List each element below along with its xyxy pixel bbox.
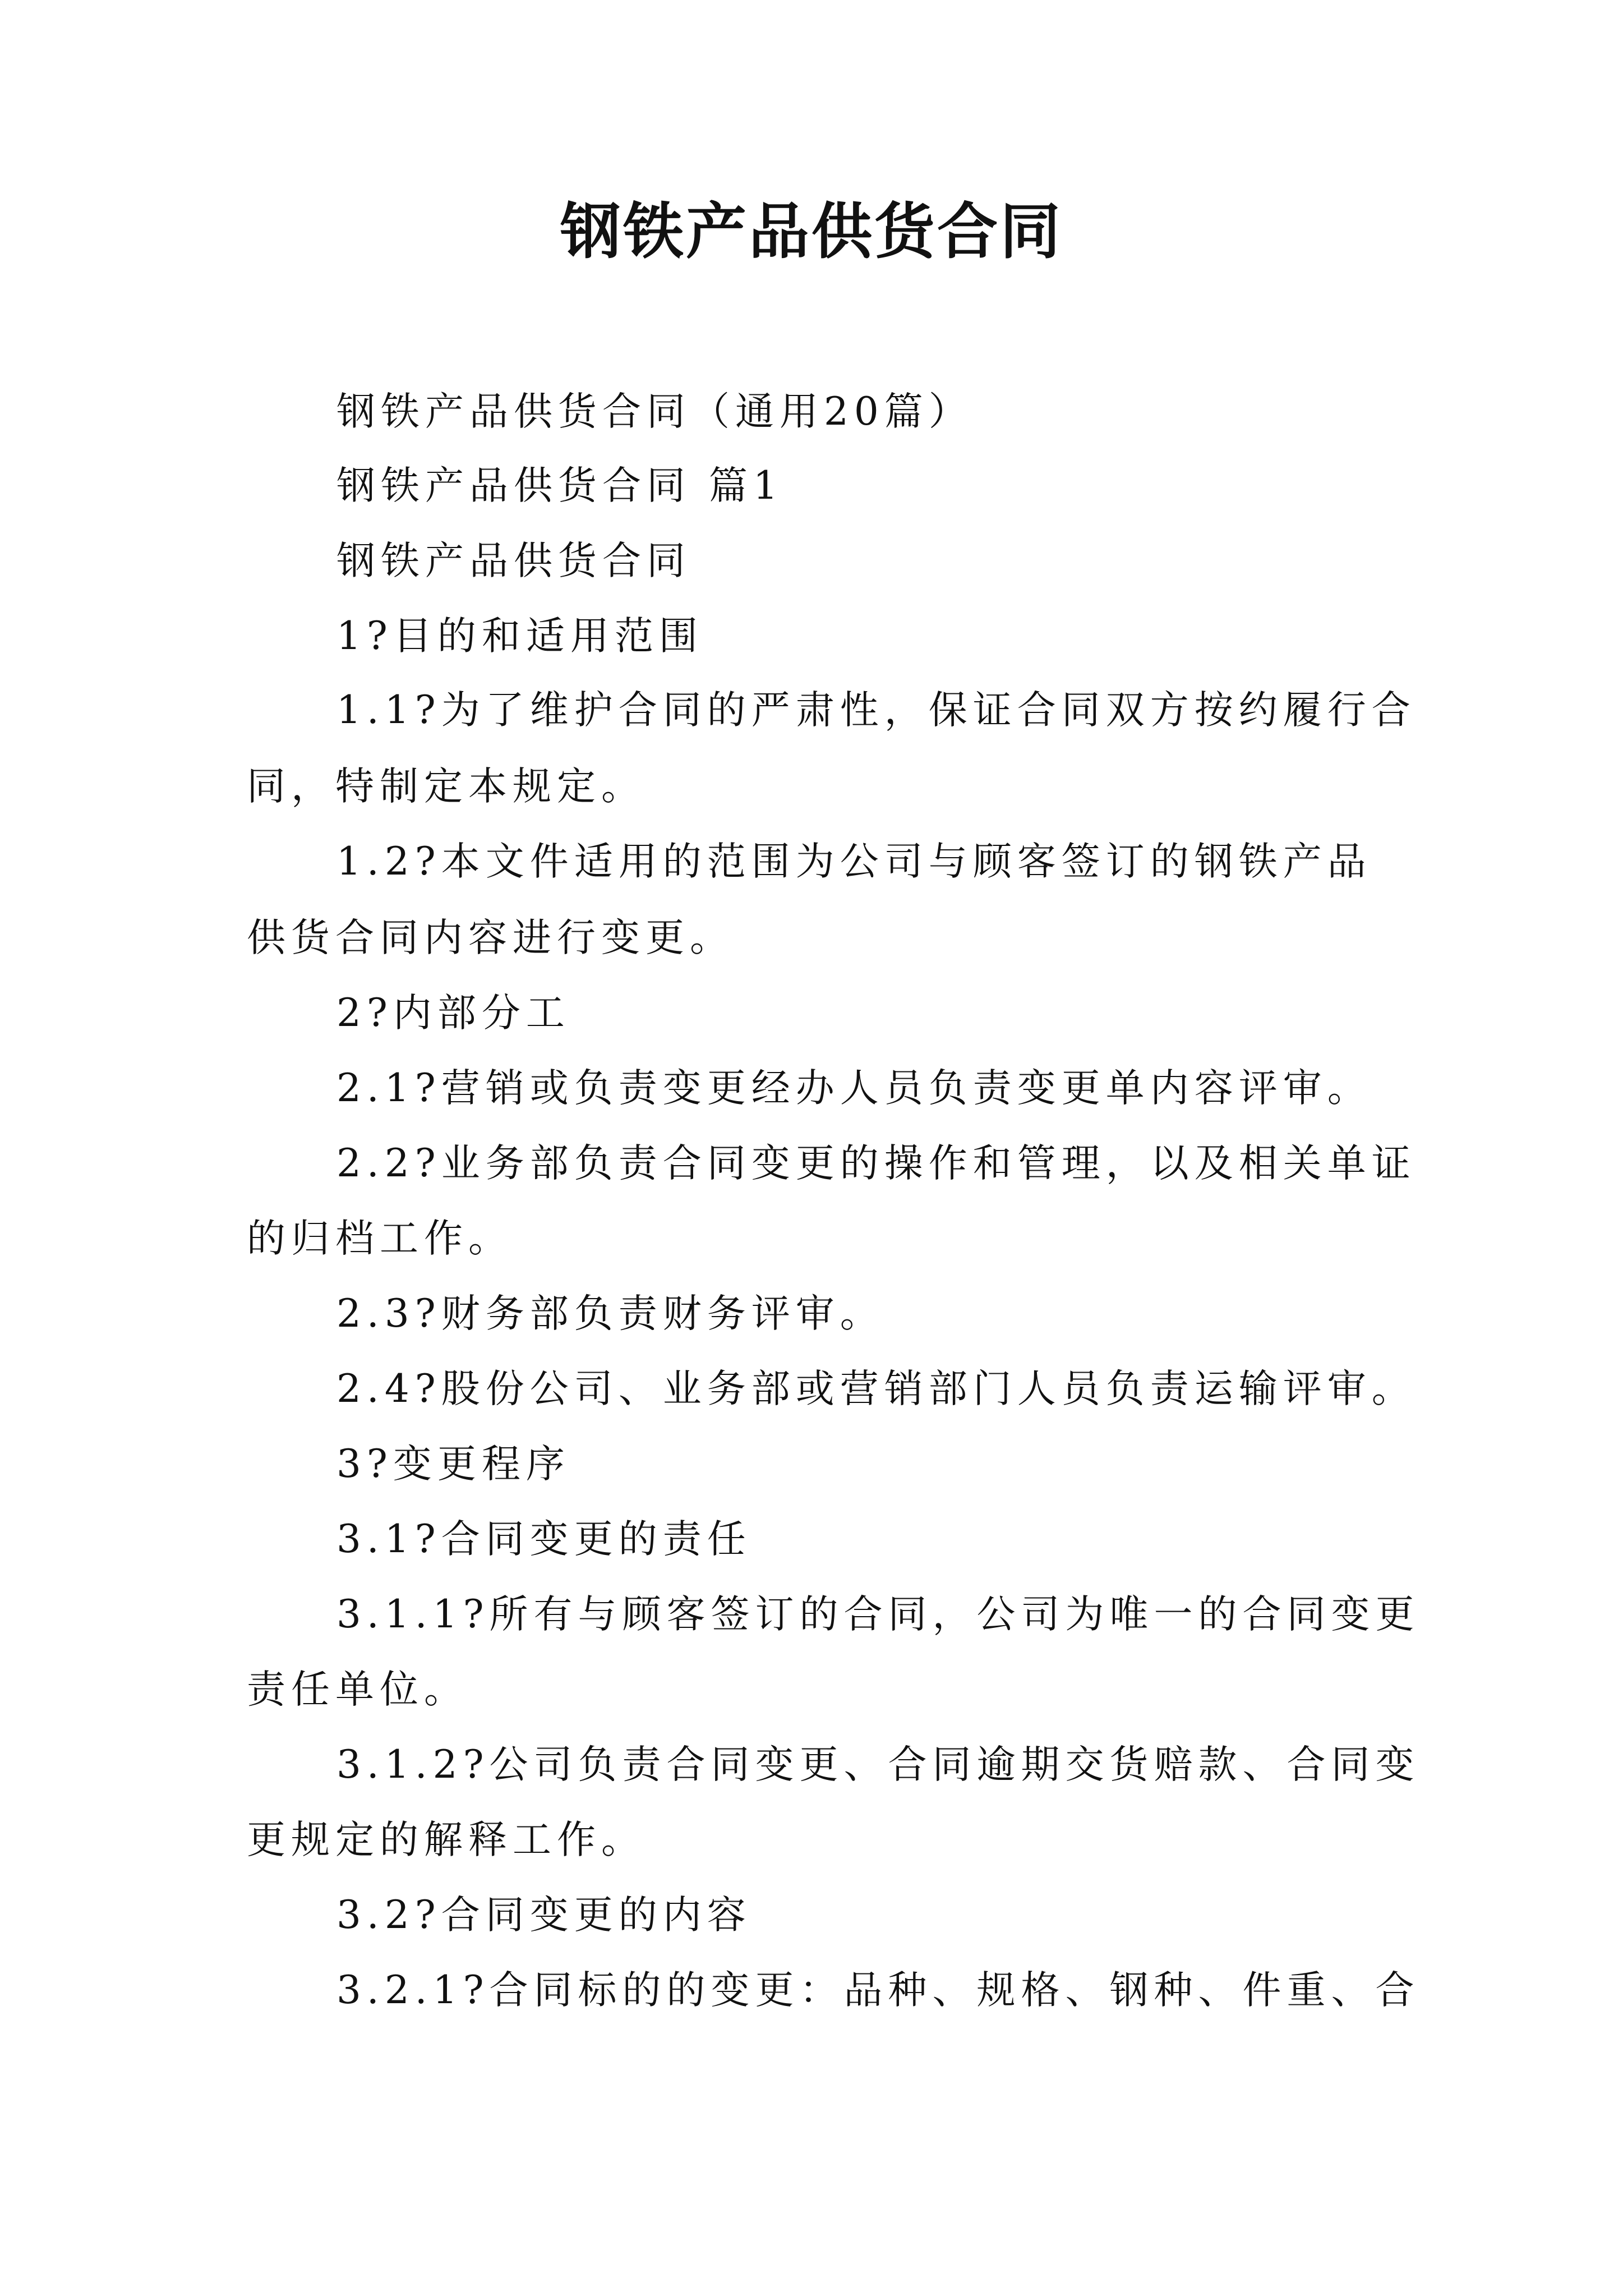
- paragraph-line: 的归档工作。: [247, 1216, 513, 1261]
- paragraph-line: 同，特制定本规定。: [247, 764, 645, 809]
- paragraph-line: 责任单位。: [247, 1667, 468, 1712]
- paragraph-line: 1.1?为了维护合同的严肃性，保证合同双方按约履行合: [336, 688, 1416, 733]
- paragraph-line: 供货合同内容进行变更。: [247, 915, 734, 960]
- paragraph-line: 3.1.1?所有与顾客签订的合同，公司为唯一的合同变更: [336, 1592, 1420, 1637]
- paragraph-line: 2.4?股份公司、业务部或营销部门人员负责运输评审。: [336, 1366, 1416, 1411]
- paragraph-line: 2.2?业务部负责合同变更的操作和管理，以及相关单证: [336, 1141, 1416, 1186]
- paragraph-line: 3?变更程序: [336, 1442, 570, 1487]
- paragraph-line: 2?内部分工: [336, 991, 570, 1036]
- paragraph-line: 钢铁产品供货合同 篇1: [336, 463, 783, 508]
- paragraph-line: 3.2.1?合同标的的变更：品种、规格、钢种、件重、合: [336, 1968, 1420, 2013]
- paragraph-line: 钢铁产品供货合同（通用20篇）: [336, 389, 973, 434]
- paragraph-line: 3.2?合同变更的内容: [336, 1893, 751, 1938]
- paragraph-line: 1?目的和适用范围: [336, 614, 703, 659]
- paragraph-line: 钢铁产品供货合同: [336, 539, 691, 583]
- paragraph-line: 2.3?财务部负责财务评审。: [336, 1291, 884, 1336]
- paragraph-line: 3.1?合同变更的责任: [336, 1517, 751, 1562]
- paragraph-line: 2.1?营销或负责变更经办人员负责变更单内容评审。: [336, 1066, 1372, 1111]
- document-title: 钢铁产品供货合同: [560, 197, 1063, 267]
- paragraph-line: 1.2?本文件适用的范围为公司与顾客签订的钢铁产品: [336, 839, 1372, 884]
- paragraph-line: 更规定的解释工作。: [247, 1818, 645, 1862]
- paragraph-line: 3.1.2?公司负责合同变更、合同逾期交货赔款、合同变: [336, 1742, 1420, 1787]
